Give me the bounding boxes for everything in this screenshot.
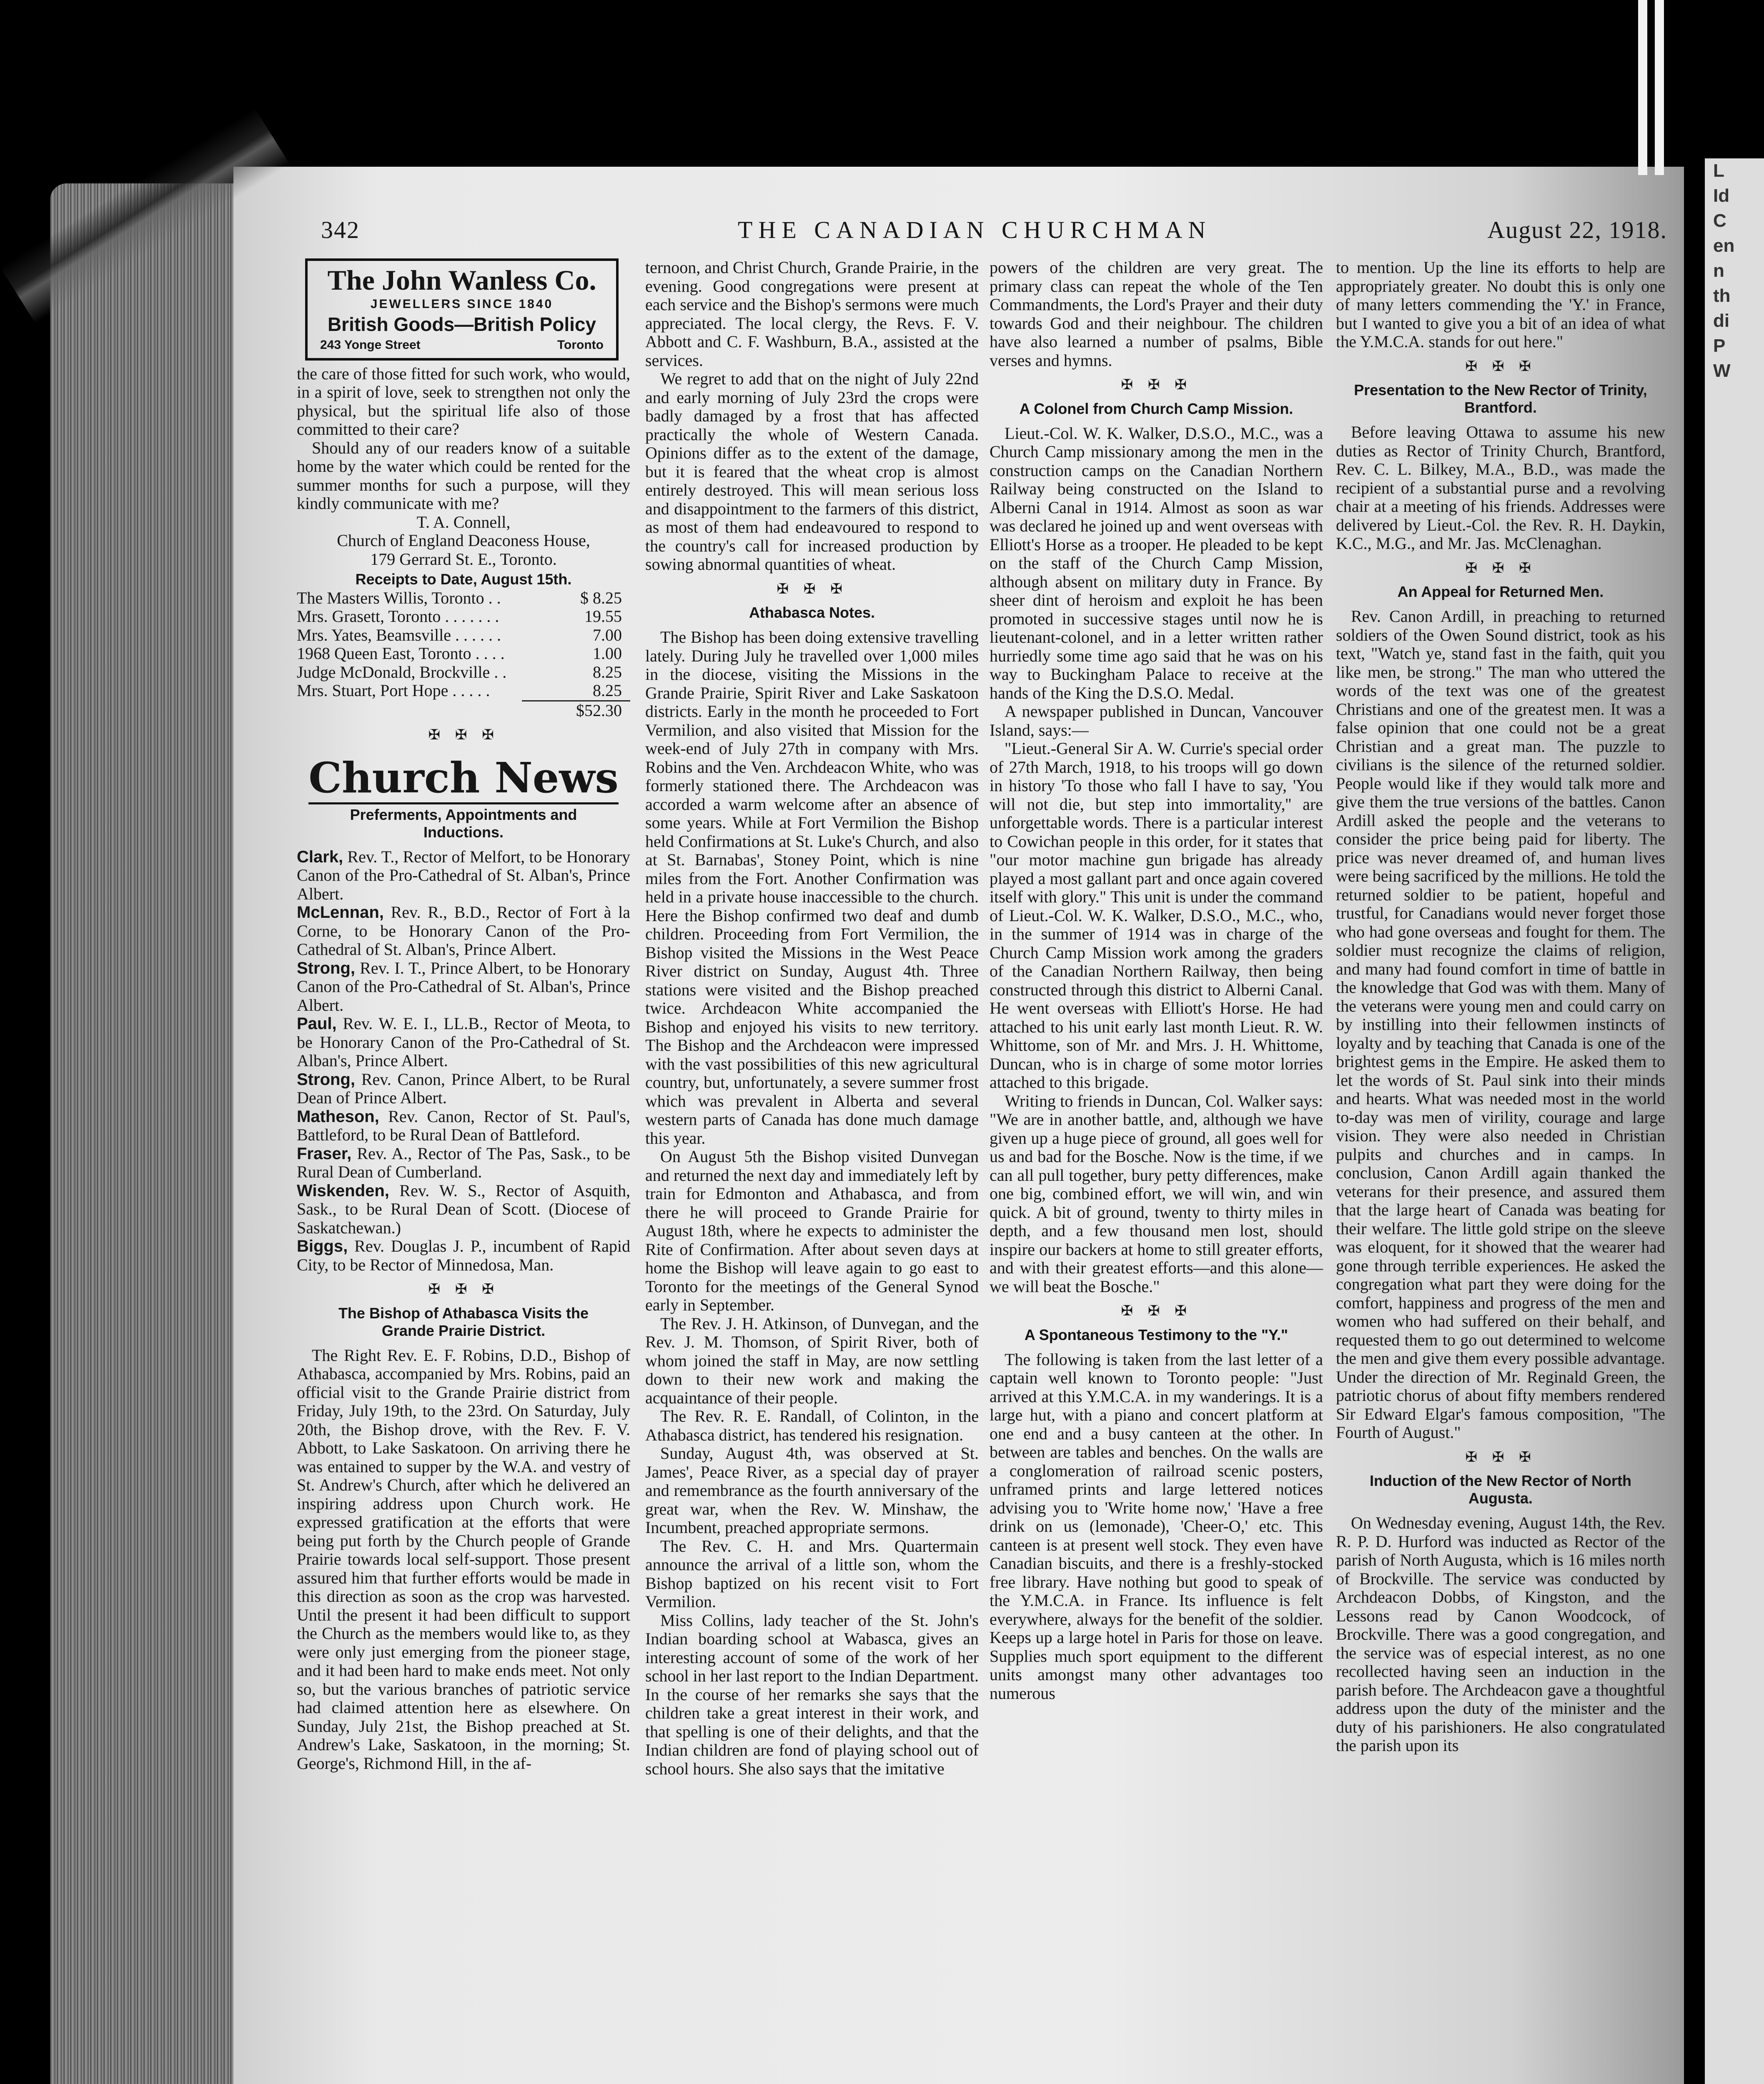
receipt-donor: 1968 Queen East, Toronto . . . . bbox=[297, 644, 505, 663]
ornament-divider: ✠ ✠ ✠ bbox=[777, 580, 847, 597]
preferment-name: Biggs, bbox=[297, 1237, 348, 1255]
preferment-entry bbox=[297, 959, 630, 1015]
page-header bbox=[321, 216, 1671, 249]
receipt-row bbox=[297, 626, 630, 645]
preferment-entry bbox=[297, 1145, 630, 1182]
receipt-row bbox=[297, 681, 630, 700]
preferment-name: Paul, bbox=[297, 1014, 337, 1033]
preferments-heading: Preferments, Appointments and Inductions. bbox=[350, 806, 577, 841]
ornament-divider: ✠ ✠ ✠ bbox=[428, 726, 499, 743]
preferment-text: Rev. Douglas J. P., incumbent of Rapid City, to be Rector of Minnedosa, Man. bbox=[297, 1237, 630, 1274]
receipt-donor: Mrs. Yates, Beamsville . . . . . . bbox=[297, 625, 501, 644]
adjacent-page-letter: C bbox=[1713, 210, 1726, 231]
article-paragraph: Should any of our readers know of a suitable home by the water which could be rented for the summer months for such a purpose, will they kindly communicate with me? bbox=[297, 438, 630, 513]
article-paragraph: On August 5th the Bishop visited Dunvegan and returned the next day and immediately left by train for Edmonton and Athabasca, and from there he will proceed to Grande Prairie for August 18th, where he expects to administer the Rite of Confirmation. After about seven days at home the Bishop will leave again to go east to Toronto for the meetings of the General Synod early in September. bbox=[645, 1147, 979, 1314]
adjacent-page-letter: th bbox=[1713, 286, 1731, 306]
ad-company-name: The John Wanless Co. bbox=[327, 264, 596, 296]
column-1 bbox=[297, 258, 630, 1773]
column-3 bbox=[990, 258, 1323, 1703]
adjacent-page-letter: en bbox=[1713, 235, 1735, 256]
preferment-name: Clark, bbox=[297, 847, 343, 866]
receipt-amount: 7.00 bbox=[593, 625, 622, 644]
article-heading: Athabasca Notes. bbox=[749, 604, 875, 621]
article-paragraph: The following is taken from the last letter of a captain well known to Toronto people: "Just arrived at this Y.M.C.A. in my wanderings. It is a large hut, with a piano and concert platform at one end and a busy canteen at the other. In between are tables and benches. On the walls are a conglomeration of railroad scenic posters, unframed prints and large lettered notices advising you to 'Write home now,' 'Have a free drink on us (lemonade), 'Cheer-O,' etc. This canteen is at present well stock. They even have Canadian biscuits, and there is a freshly-stocked free library. Have nothing but good to speak of the Y.M.C.A. in France. Its influence is felt everywhere, always for the benefit of the soldier. Keeps up a large hotel in Paris for those on leave. Supplies much sport equipment to the different units amongst many other advantages too numerous bbox=[990, 1350, 1323, 1703]
preferment-entry bbox=[297, 903, 630, 959]
article-paragraph: Before leaving Ottawa to assume his new duties as Rector of Trinity Church, Brantford, Rev. C. L. Bilkey, M.A., B.D., was made the recipient of a substantial purse and a revolving chair at a meeting of his friends. Addresses were delivered by Lieut.-Col. the Rev. R. H. Daykin, K.C., M.G., and Mr. Jas. McClenaghan. bbox=[1336, 423, 1665, 553]
signature-org: Church of England Deaconess House, bbox=[337, 531, 590, 550]
preferment-text: Rev. A., Rector of The Pas, Sask., to be Rural Dean of Cumberland. bbox=[297, 1144, 630, 1181]
ad-city: Toronto bbox=[557, 338, 604, 352]
ornament-divider: ✠ ✠ ✠ bbox=[1465, 559, 1536, 576]
preferment-text: Rev. W. S., Rector of Asquith, Sask., to be Rural Dean of Scott. (Diocese of Saskatchewan.) bbox=[297, 1181, 630, 1237]
adjacent-page-letter: Id bbox=[1713, 185, 1730, 206]
preferment-text: Rev. Canon, Prince Albert, to be Rural Dean of Prince Albert. bbox=[297, 1070, 630, 1107]
receipt-amount: 1.00 bbox=[593, 644, 622, 663]
receipt-amount: 8.25 bbox=[593, 681, 622, 700]
preferments-list bbox=[297, 848, 630, 1275]
ornament-divider: ✠ ✠ ✠ bbox=[1121, 376, 1192, 393]
article-paragraph: powers of the children are very great. The primary class can repeat the whole of the Ten Commandments, the Lord's Prayer and their duty towards God and their neighbour. The children have also learned a number of psalms, Bible verses and hymns. bbox=[990, 258, 1323, 370]
article-paragraph: The Bishop has been doing extensive travelling lately. During July he travelled over 1,000 miles in the diocese, visiting the Missions in the Grande Prairie, Spirit River and Lake Saskatoon districts. Early in the month he proceeded to Fort Vermilion, and also visited that Mission for the week-end of July 27th in company with Mrs. Robins and the Ven. Archdeacon White, who was formerly stationed there. The Archdeacon was accorded a warm welcome after an absence of some years. While at Fort Vermilion the Bishop held Confirmations at St. Luke's Church, and also at St. Barnabas', Stoney Point, which is nine miles from the Fort. Another Confirmation was held in a private house inaccessible to the church. Here the Bishop confirmed two deaf and dumb children. Proceeding from Fort Vermilion, the Bishop visited the Missions in the West Peace River district on Sunday, August 4th. Three stations were visited and the Bishop preached twice. Archdeacon White accompanied the Bishop and enjoyed his visits to new territory. The Bishop and the Archdeacon were impressed with the vast possibilities of this new agricultural country, but, unfortunately, a severe summer frost which was prevalent in Alberta and several western parts of Canada has done much damage this year. bbox=[645, 628, 979, 1147]
receipt-amount: 19.55 bbox=[584, 607, 622, 626]
article-paragraph: Sunday, August 4th, was observed at St. James', Peace River, as a special day of prayer and remembrance as the fourth anniversary of the great war, when the Rev. W. Minshaw, the Incumbent, preached appropriate sermons. bbox=[645, 1444, 979, 1537]
film-marker bbox=[1655, 0, 1664, 175]
preferment-name: Wiskenden, bbox=[297, 1181, 389, 1200]
receipt-donor: Mrs. Stuart, Port Hope . . . . . bbox=[297, 681, 490, 700]
publication-title: THE CANADIAN CHURCHMAN bbox=[738, 216, 1212, 243]
adjacent-page-letter: n bbox=[1713, 260, 1724, 281]
receipt-row bbox=[297, 663, 630, 682]
signature-address: 179 Gerrard St. E., Toronto. bbox=[370, 549, 557, 569]
film-marker bbox=[1638, 0, 1647, 175]
article-paragraph: ternoon, and Christ Church, Grande Prairie, in the evening. Good congregations were present at each service and the Bishop's sermons were much appreciated. The local clergy, the Revs. F. V. Abbott and C. F. Washburn, B.A., assisted at the services. bbox=[645, 258, 979, 370]
preferment-entry bbox=[297, 1014, 630, 1070]
issue-date: August 22, 1918. bbox=[1487, 216, 1667, 243]
receipts-total: $52.30 bbox=[522, 700, 630, 720]
adjacent-page-letter: di bbox=[1713, 311, 1730, 331]
article-paragraph: Lieut.-Col. W. K. Walker, D.S.O., M.C., was a Church Camp missionary among the men in the construction camps on the Canadian Northern Railway being constructed on the Island to Alberni Canal in 1914. Almost as soon as war was declared he joined up and went overseas with Elliott's Horse as a trooper. He pleaded to be kept on the staff of the Church Camp Mission, although absent on military duty in France. By sheer dint of heroism and exploit he has been promoted in successive stages until now he is lieutenant-colonel, and in a letter written rather hurriedly some time ago said that he was on his way to Buckingham Palace to receive at the hands of the King the D.S.O. Medal. bbox=[990, 423, 1323, 702]
preferment-entry bbox=[297, 1182, 630, 1237]
preferment-entry bbox=[297, 1070, 630, 1107]
receipt-amount: $ 8.25 bbox=[580, 588, 622, 607]
article-paragraph: We regret to add that on the night of July 22nd and early morning of July 23rd the crops were badly damaged by a frost that has affected practically the whole of Western Canada. Opinions differ as to the extent of the damage, but it is feared that the wheat crop is almost entirely destroyed. This will mean serious loss and disappointment to the farmers of this district, as most of them had endeavoured to respond to the country's call for increased production by sowing abnormal quantities of wheat. bbox=[645, 369, 979, 574]
adjacent-page-letter: L bbox=[1713, 160, 1724, 181]
receipt-row bbox=[297, 644, 630, 663]
article-heading: The Bishop of Athabasca Visits the Grande Prairie District. bbox=[338, 1304, 589, 1339]
preferment-text: Rev. T., Rector of Melfort, to be Honorary Canon of the Pro-Cathedral of St. Alban's, Prince Albert. bbox=[297, 847, 630, 903]
receipt-donor: Judge McDonald, Brockville . . bbox=[297, 662, 507, 681]
ad-address: 243 Yonge Street bbox=[320, 338, 421, 352]
article-paragraph: A newspaper published in Duncan, Vancouver Island, says:— bbox=[990, 702, 1323, 739]
article-paragraph: The Rev. J. H. Atkinson, of Dunvegan, and the Rev. J. M. Thomson, of Spirit River, both of whom joined the staff in May, are now settling down to their new work and making the acquaintance of their people. bbox=[645, 1314, 979, 1407]
article-heading: Presentation to the New Rector of Trinity, Brantford. bbox=[1354, 381, 1647, 416]
article-paragraph: The Rev. R. E. Randall, of Colinton, in the Athabasca district, has tendered his resignation. bbox=[645, 1407, 979, 1444]
preferment-text: Rev. I. T., Prince Albert, to be Honorary Canon of the Pro-Cathedral of St. Alban's, Prince Albert. bbox=[297, 958, 630, 1014]
section-title-church-news: Church News bbox=[297, 753, 630, 803]
article-heading: A Colonel from Church Camp Mission. bbox=[1019, 400, 1293, 417]
preferment-name: McLennan, bbox=[297, 903, 384, 922]
article-paragraph: The Right Rev. E. F. Robins, D.D., Bishop of Athabasca, accompanied by Mrs. Robins, paid an official visit to the Grande Prairie district from Friday, July 19th, to the 23rd. On Saturday, July 20th, the Bishop drove, with the Rev. F. V. Abbott, to Lake Saskatoon. On arriving there he was entained to supper by the W.A. and vestry of St. Andrew's Church, after which he delivered an inspiring address upon Church work. He expressed gratification at the efforts that were being put forth by the Church people of Grande Prairie towards local self-support. Those present assured him that further efforts would be made in this direction as soon as the crop was harvested. Until the present it had been difficult to support the Church as the members would like to, as they were only just emerging from the pioneer stage, and it had been hard to make ends meet. Not only so, but the various branches of patriotic service had claimed attention here as elsewhere. On Sunday, July 21st, the Bishop preached at St. Andrew's Lake, Saskatoon, in the morning; St. George's, Richmond Hill, in the af- bbox=[297, 1345, 630, 1773]
adjacent-page-letter: P bbox=[1713, 336, 1726, 356]
preferment-name: Strong, bbox=[297, 1070, 355, 1089]
page-number: 342 bbox=[321, 216, 360, 243]
ad-since: JEWELLERS SINCE 1840 bbox=[370, 297, 554, 311]
article-paragraph: the care of those fitted for such work, who would, in a spirit of love, seek to strengthen not only the physical, but the spiritual life also of those committed to their care? bbox=[297, 364, 630, 438]
preferment-entry bbox=[297, 1107, 630, 1145]
article-paragraph: The Rev. C. H. and Mrs. Quartermain announce the arrival of a little son, whom the Bishop baptized on his recent visit to Fort Vermilion. bbox=[645, 1536, 979, 1611]
preferment-text: Rev. Canon, Rector of St. Paul's, Battleford, to be Rural Dean of Battleford. bbox=[297, 1107, 630, 1144]
ornament-divider: ✠ ✠ ✠ bbox=[1465, 1448, 1536, 1465]
ornament-divider: ✠ ✠ ✠ bbox=[428, 1281, 499, 1297]
wanless-advertisement bbox=[305, 258, 619, 361]
preferment-text: Rev. R., B.D., Rector of Fort à la Corne, to be Honorary Canon of the Pro-Cathedral of St. Alban's, Prince Albert. bbox=[297, 903, 630, 959]
adjacent-page-letter: W bbox=[1713, 361, 1731, 381]
article-paragraph: On Wednesday evening, August 14th, the Rev. R. P. D. Hurford was inducted as Rector of the parish of North Augusta, which is 16 miles north of Brockville. The service was conducted by Archdeacon Dobbs, of Kingston, and the Lessons read by Canon Woodcock, of Brockville. There was a good congregation, and the service was of especial interest, as no one recollected having seen an induction in the parish before. The Archdeacon gave a thoughtful address upon the duty of the minister and the duty of his parishioners. He also congratulated the parish upon its bbox=[1336, 1513, 1665, 1755]
receipt-row bbox=[297, 607, 630, 626]
preferment-name: Matheson, bbox=[297, 1107, 379, 1126]
ad-policy: British Goods—British Policy bbox=[327, 313, 596, 335]
receipts-heading: Receipts to Date, August 15th. bbox=[355, 571, 572, 588]
receipt-donor: The Masters Willis, Toronto . . bbox=[297, 588, 501, 607]
preferment-entry bbox=[297, 848, 630, 904]
article-heading: Induction of the New Rector of North Augusta. bbox=[1370, 1472, 1631, 1507]
preferment-entry bbox=[297, 1237, 630, 1274]
article-paragraph: Miss Collins, lady teacher of the St. John's Indian boarding school at Wabasca, gives an interesting account of some of the work of her school in her last report to the Indian Department. In the course of her remarks she says that the children take a great interest in their work, and that spelling is one of their delights, and that the Indian children are fond of playing school out of school hours. She also says that the imitative bbox=[645, 1611, 979, 1778]
article-paragraph: Rev. Canon Ardill, in preaching to returned soldiers of the Owen Sound district, took as his text, "Watch ye, stand fast in the faith, quit you like men, be strong." The man who uttered the words of the text was one of the greatest Christians and one of the greatest men. It was a false opinion that one could not be a great Christian and a great man. The puzzle to civilians is the silence of the returned soldier. People would like if they would talk more and give them the true versions of the battles. Canon Ardill asked the people and the veterans to consider the price being paid for liberty. The price was never dreamed of, and human lives were being sacrificed by the millions. He told the returned soldier to be patient, hopeful and trustful, for Canadians would never forget those who had gone overseas and fought for them. The soldier must recognize the claims of religion, and many had found comfort in time of battle in the knowledge that God was with them. Many of the veterans were young men and could carry on by instilling into their fellowmen instincts of loyalty and by teaching that Canada is one of the brightest gems in the Empire. He asked them to let the words of St. Paul sink into their minds and hearts. What was needed most in the world to-day was men of virility, courage and large vision. They were also needed in Christian pulpits and churches and in camps. In conclusion, Canon Ardill again thanked the veterans for their presence, and assured them that the large heart of Canada was beating for their welfare. The little gold stripe on the sleeve was eloquent, for it showed that the wearer had gone through terrible experiences. He asked the congregation what part they were doing for the comfort, happiness and progress of the men and women who had suffered on their behalf, and requested them to go out determined to welcome the men and give them every possible advantage. Under the direction of Mr. Reginald Green, the patriotic chorus of about fifty members rendered Sir Edward Elgar's famous composition, "The Fourth of August." bbox=[1336, 607, 1665, 1442]
article-heading: A Spontaneous Testimony to the "Y." bbox=[1024, 1326, 1288, 1343]
article-paragraph: to mention. Up the line its efforts to help are appropriately greater. No doubt this is only one of many letters commending the 'Y.' in France, but I wanted to give you a bit of an idea of what the Y.M.C.A. stands for out here." bbox=[1336, 258, 1665, 351]
signature-name: T. A. Connell, bbox=[416, 512, 511, 531]
ornament-divider: ✠ ✠ ✠ bbox=[1121, 1302, 1192, 1319]
article-paragraph: Writing to friends in Duncan, Col. Walker says: "We are in another battle, and, although we have given up a huge piece of ground, all goes well for us and bad for the Bosche. Now is the time, if we can all pull together, bury petty differences, make one big, combined effort, we will win, and win quick. A bit of ground, twenty to thirty miles in depth, and a few thousand men lost, should inspire our backers at home to still greater efforts, and with their greatest efforts—and this alone—we will beat the Bosche." bbox=[990, 1091, 1323, 1296]
column-4 bbox=[1336, 258, 1665, 1755]
receipt-row bbox=[297, 589, 630, 608]
receipt-amount: 8.25 bbox=[593, 662, 622, 681]
receipts-list bbox=[297, 589, 630, 700]
preferment-name: Strong, bbox=[297, 959, 355, 977]
book-page-edges bbox=[50, 183, 233, 2084]
column-2 bbox=[645, 258, 979, 1778]
article-heading: An Appeal for Returned Men. bbox=[1397, 583, 1604, 600]
preferment-text: Rev. W. E. I., LL.B., Rector of Meota, to be Honorary Canon of the Pro-Cathedral of St. Alban's, Prince Albert. bbox=[297, 1014, 630, 1070]
article-paragraph: "Lieut.-General Sir A. W. Currie's special order of 27th March, 1918, to his troops will go down in history 'To those who fall I have to say, 'You will not die, but step into immortality,'' are unforgettable words. There is a particular interest to Cowichan people in this order, for it states that "our motor machine gun brigade has already played a most gallant part and once again covered itself with glory." This unit is under the command of Lieut.-Col. W. K. Walker, D.S.O., M.C., who, in the summer of 1914 was in charge of the Church Camp Mission work among the graders of the Canadian Northern Railway, then being constructed through this district to Alberni Canal. He went overseas with Elliott's Horse. He had attached to his unit early last month Lieut. R. W. Whittome, son of Mr. and Mrs. J. H. Whittome, Duncan, who is in charge of some motor lorries attached to this brigade. bbox=[990, 739, 1323, 1092]
ornament-divider: ✠ ✠ ✠ bbox=[1465, 358, 1536, 375]
preferment-name: Fraser, bbox=[297, 1144, 352, 1163]
receipt-donor: Mrs. Grasett, Toronto . . . . . . . bbox=[297, 607, 499, 626]
adjacent-page-fragment bbox=[1705, 158, 1764, 2084]
